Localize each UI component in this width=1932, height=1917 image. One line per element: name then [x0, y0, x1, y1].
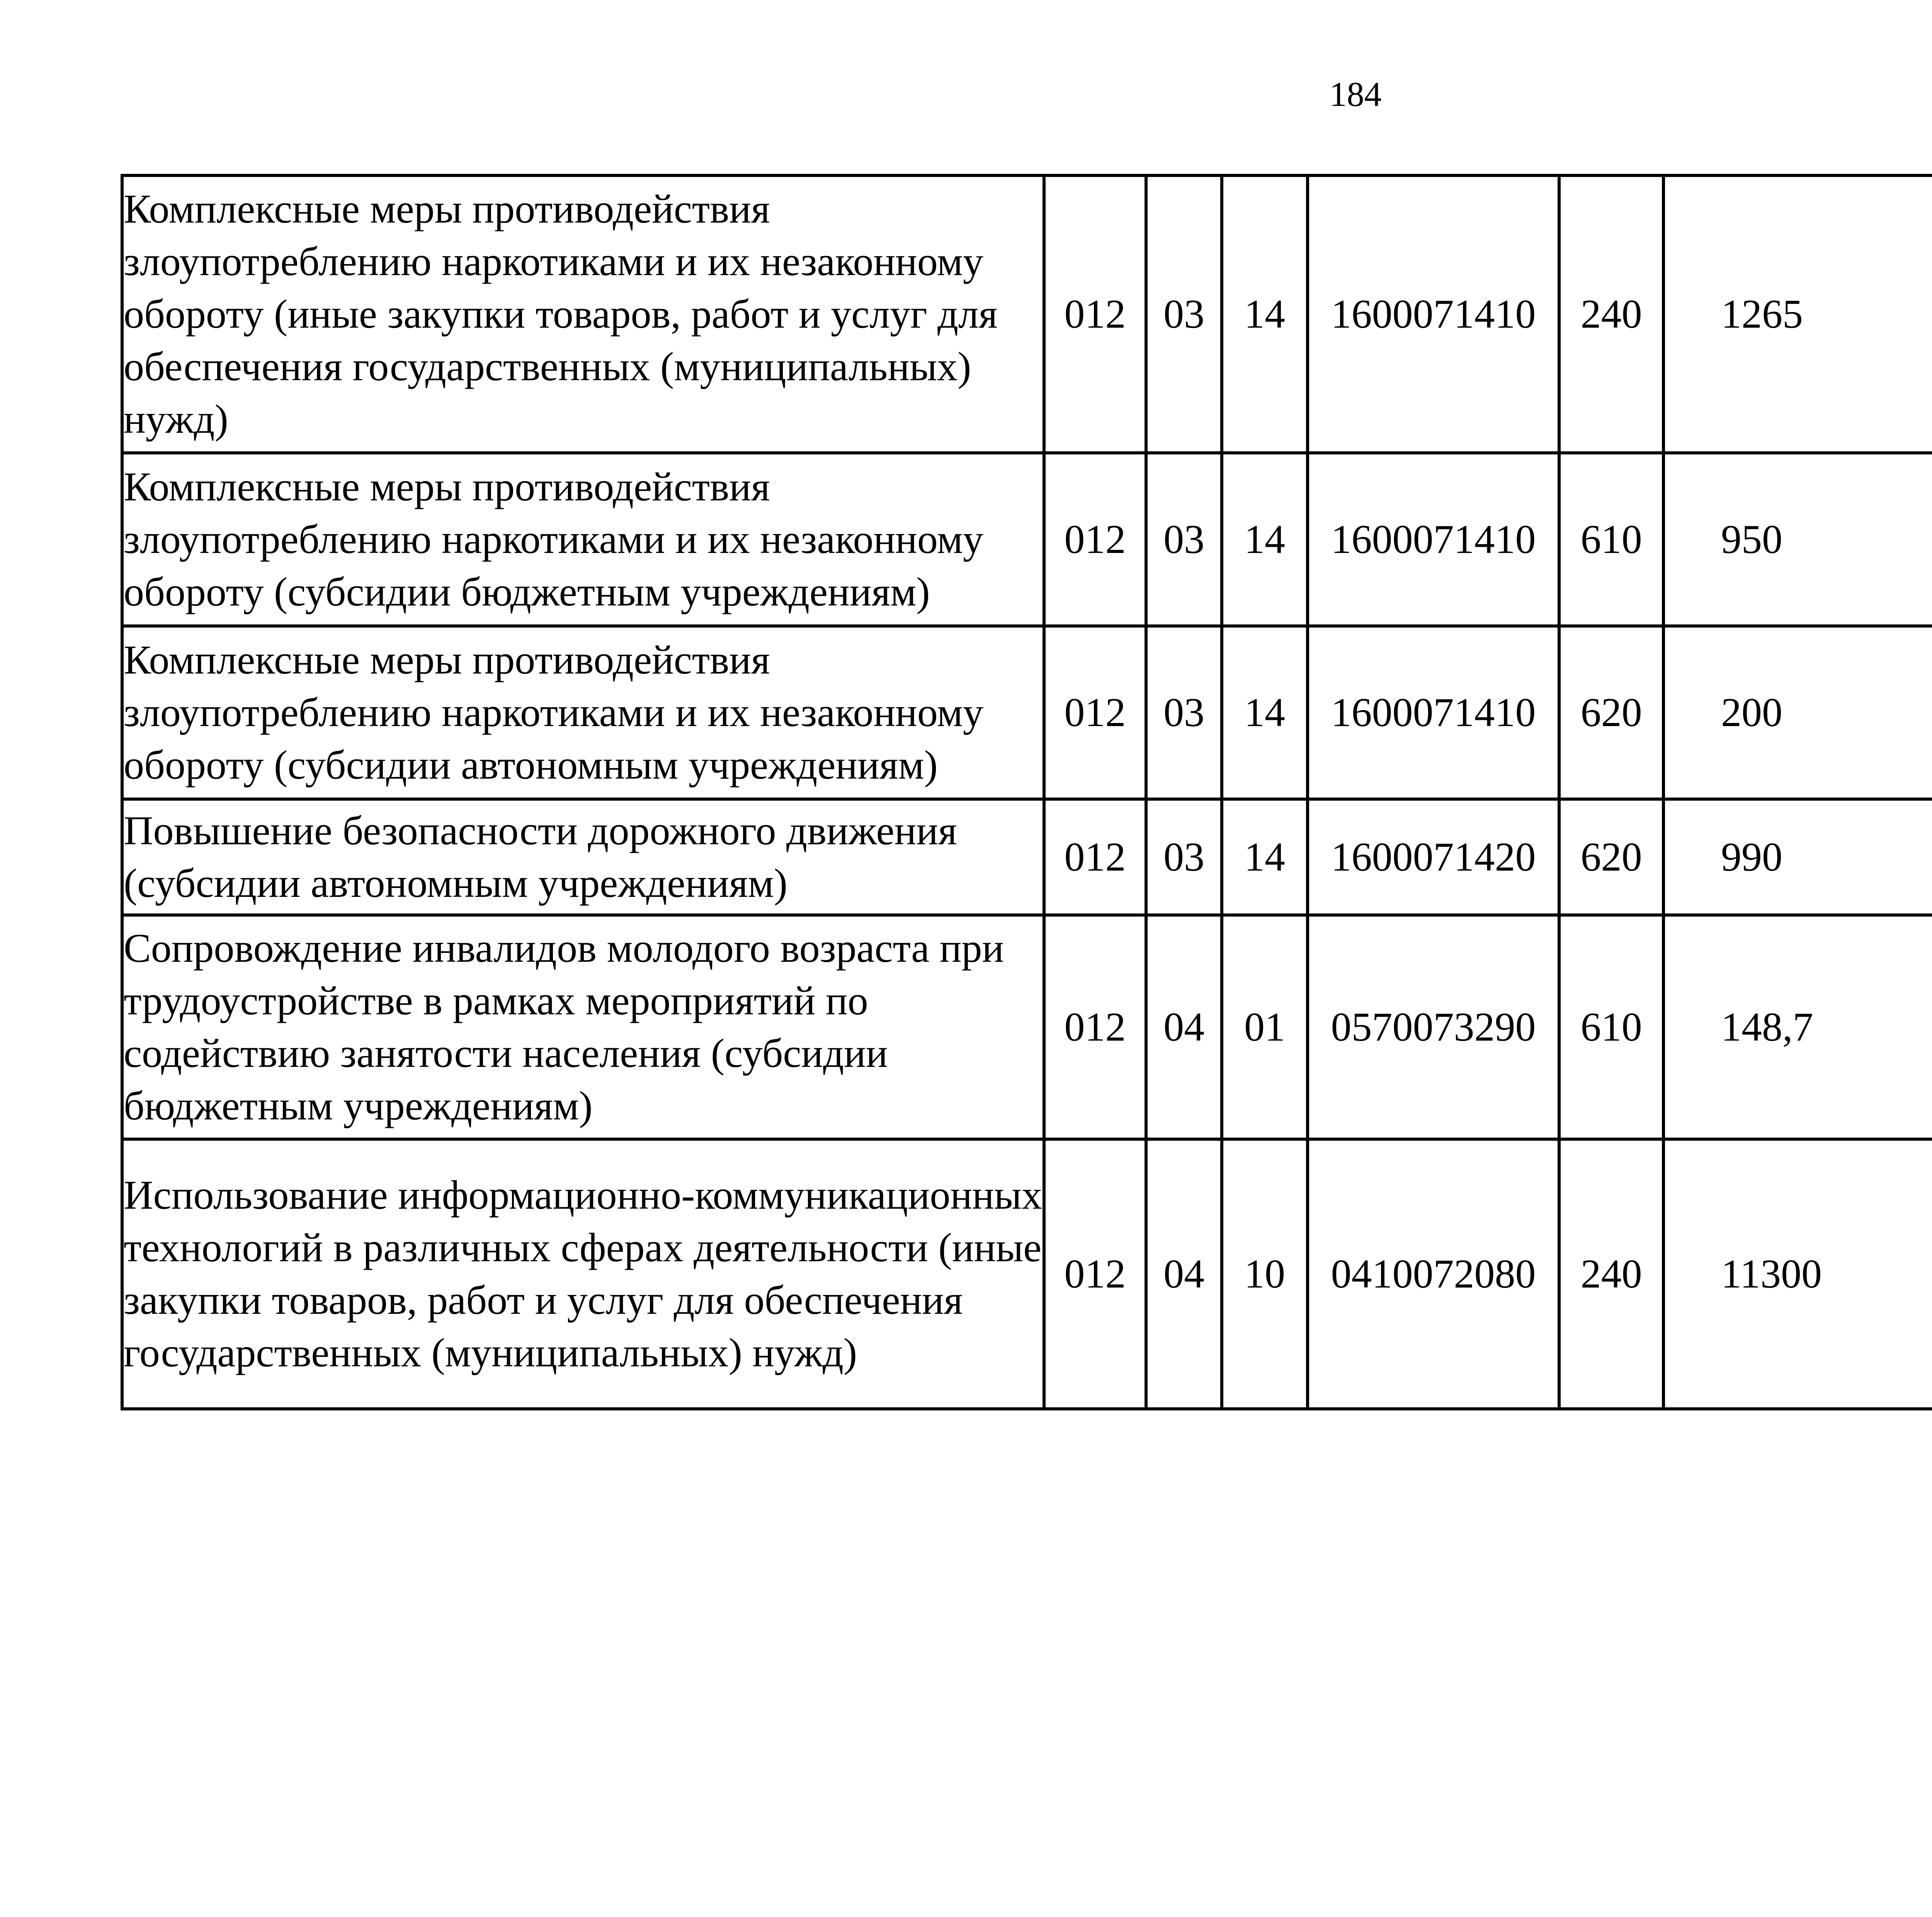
row-description: Повышение безопасности дорожного движения (субсидии автономным учреждениям)	[122, 799, 1044, 915]
section-code: 03	[1146, 453, 1222, 626]
table-row	[122, 799, 1932, 915]
target-article-code: 0410072080	[1308, 1139, 1559, 1409]
section-code: 04	[1146, 915, 1222, 1139]
amount-1: 990	[1663, 799, 1932, 915]
expense-type-code: 240	[1559, 175, 1663, 453]
row-description: Комплексные меры противодействия злоупотреблению наркотиками и их незаконному обороту (субсидии автономным учреждениям)	[122, 626, 1044, 799]
section-code: 04	[1146, 1139, 1222, 1409]
subsection-code: 10	[1222, 1139, 1308, 1409]
row-description: Сопровождение инвалидов молодого возраста при трудоустройстве в рамках мероприятий по содействию занятости населения (субсидии бюджетным учреждениям)	[122, 915, 1044, 1139]
subsection-code: 14	[1222, 453, 1308, 626]
target-article-code: 1600071410	[1308, 175, 1559, 453]
ministry-code: 012	[1044, 626, 1146, 799]
row-description: Комплексные меры противодействия злоупотреблению наркотиками и их незаконному обороту (субсидии бюджетным учреждениям)	[122, 453, 1044, 626]
row-description: Комплексные меры противодействия злоупотреблению наркотиками и их незаконному обороту (иные закупки товаров, работ и услуг для обеспечения государственных (муниципальных) нужд)	[122, 175, 1044, 453]
amount-1: 200	[1663, 626, 1932, 799]
section-code: 03	[1146, 799, 1222, 915]
row-description: Использование информационно-коммуникационных технологий в различных сферах деятельности (иные закупки товаров, работ и услуг для обеспечения государственных (муниципальных) нужд)	[122, 1139, 1044, 1409]
table-row	[122, 1139, 1932, 1409]
ministry-code: 012	[1044, 915, 1146, 1139]
subsection-code: 14	[1222, 626, 1308, 799]
table-row	[122, 453, 1932, 626]
expense-type-code: 620	[1559, 626, 1663, 799]
section-code: 03	[1146, 626, 1222, 799]
ministry-code: 012	[1044, 799, 1146, 915]
budget-table	[121, 174, 1932, 1410]
amount-1: 1265	[1663, 175, 1932, 453]
section-code: 03	[1146, 175, 1222, 453]
amount-1: 11300	[1663, 1139, 1932, 1409]
target-article-code: 0570073290	[1308, 915, 1559, 1139]
table-row	[122, 626, 1932, 799]
subsection-code: 14	[1222, 799, 1308, 915]
amount-1: 148,7	[1663, 915, 1932, 1139]
target-article-code: 1600071420	[1308, 799, 1559, 915]
subsection-code: 14	[1222, 175, 1308, 453]
ministry-code: 012	[1044, 1139, 1146, 1409]
expense-type-code: 240	[1559, 1139, 1663, 1409]
table-row	[122, 175, 1932, 453]
table-row	[122, 915, 1932, 1139]
ministry-code: 012	[1044, 453, 1146, 626]
amount-1: 950	[1663, 453, 1932, 626]
expense-type-code: 620	[1559, 799, 1663, 915]
page-number: 184	[1329, 75, 1382, 114]
expense-type-code: 610	[1559, 915, 1663, 1139]
target-article-code: 1600071410	[1308, 626, 1559, 799]
expense-type-code: 610	[1559, 453, 1663, 626]
subsection-code: 01	[1222, 915, 1308, 1139]
ministry-code: 012	[1044, 175, 1146, 453]
target-article-code: 1600071410	[1308, 453, 1559, 626]
